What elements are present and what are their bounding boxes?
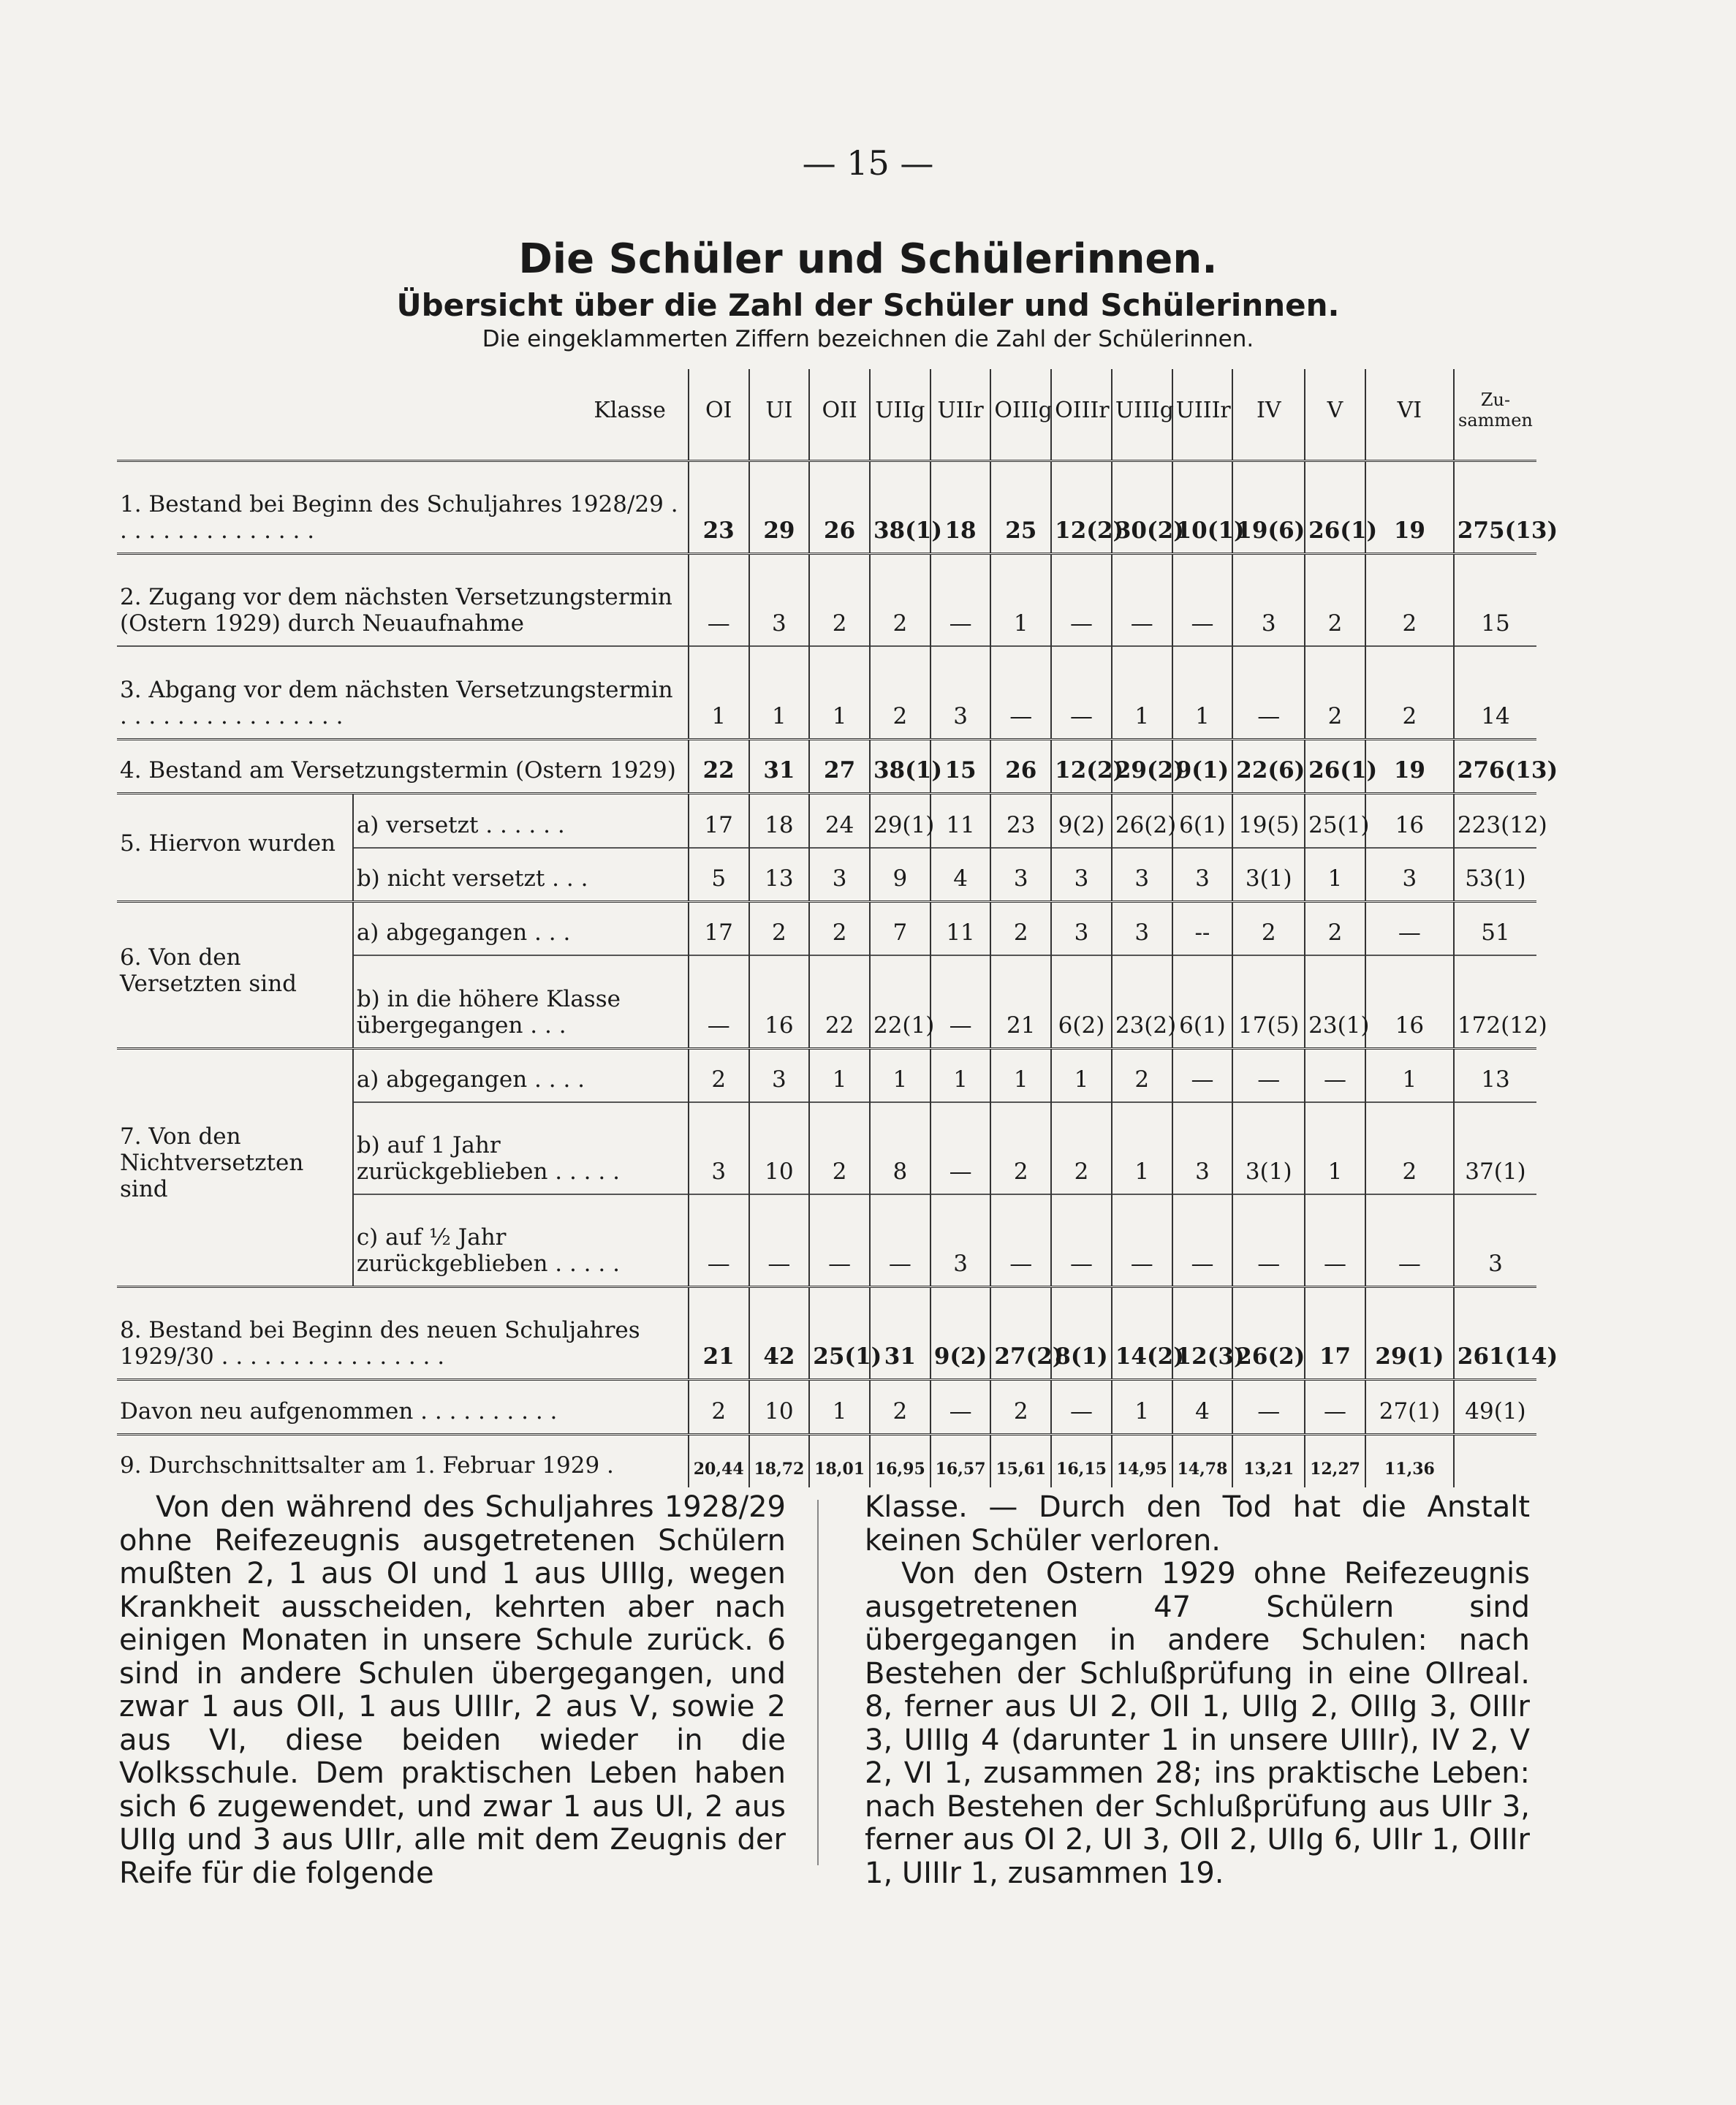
table-cell: 15 bbox=[930, 739, 991, 794]
table-cell: 3 bbox=[1172, 1102, 1233, 1194]
table-row bbox=[117, 1434, 1536, 1487]
table-cell: — bbox=[1051, 1380, 1112, 1435]
table-cell: 38(1) bbox=[870, 739, 930, 794]
table-cell: 16,57 bbox=[930, 1434, 991, 1487]
table-cell: 3 bbox=[749, 1048, 810, 1102]
row-label: b) nicht versetzt . . . bbox=[353, 848, 689, 902]
table-cell: 23 bbox=[689, 461, 749, 554]
table-cell: 23(1) bbox=[1305, 955, 1365, 1048]
table-cell: 37(1) bbox=[1454, 1102, 1536, 1194]
table-cell: 18,01 bbox=[809, 1434, 870, 1487]
table-cell: 1 bbox=[1112, 646, 1172, 739]
paragraph-right bbox=[865, 1491, 1530, 1890]
table-cell: 2 bbox=[990, 1102, 1051, 1194]
table-cell: 17(5) bbox=[1232, 955, 1305, 1048]
table-cell: 51 bbox=[1454, 902, 1536, 956]
table-cell: 2 bbox=[689, 1380, 749, 1435]
row-label: 8. Bestand bei Beginn des neuen Schuljahres 1929/30 . . . . . . . . . . . . . . . . bbox=[117, 1286, 689, 1379]
column-header: UIIIr bbox=[1172, 369, 1233, 461]
table-cell: — bbox=[990, 646, 1051, 739]
table-cell: 2 bbox=[870, 646, 930, 739]
table-cell: 2 bbox=[1305, 646, 1365, 739]
table-cell: 1 bbox=[930, 1048, 991, 1102]
table-cell: 49(1) bbox=[1454, 1380, 1536, 1435]
table-cell: 26(2) bbox=[1232, 1286, 1305, 1379]
table-cell: — bbox=[1051, 1194, 1112, 1287]
statistics-table bbox=[117, 369, 1558, 1487]
table-cell: 2 bbox=[1051, 1102, 1112, 1194]
table-cell: 26(1) bbox=[1305, 461, 1365, 554]
table-cell: 2 bbox=[870, 554, 930, 647]
table-cell: 11 bbox=[930, 902, 991, 956]
table-cell: 2 bbox=[1232, 902, 1305, 956]
table-row bbox=[117, 902, 1536, 956]
table-cell: 1 bbox=[809, 1380, 870, 1435]
row-label: a) abgegangen . . . bbox=[353, 902, 689, 956]
table-cell: 4 bbox=[930, 848, 991, 902]
table-cell: 27(1) bbox=[1365, 1380, 1454, 1435]
table-cell: 2 bbox=[809, 1102, 870, 1194]
row-label: Davon neu aufgenommen . . . . . . . . . . bbox=[117, 1380, 689, 1435]
table-cell: 3 bbox=[1051, 902, 1112, 956]
table-cell: — bbox=[1305, 1194, 1365, 1287]
table-cell: 18 bbox=[930, 461, 991, 554]
table-cell: — bbox=[1112, 554, 1172, 647]
table-cell: 16,95 bbox=[870, 1434, 930, 1487]
table-cell: — bbox=[1232, 1380, 1305, 1435]
row-label: a) versetzt . . . . . . bbox=[353, 794, 689, 848]
table-cell: 16 bbox=[749, 955, 810, 1048]
row-label: a) abgegangen . . . . bbox=[353, 1048, 689, 1102]
table-cell: 2 bbox=[990, 1380, 1051, 1435]
table-note: Die eingeklammerten Ziffern bezeichnen die Zahl der Schülerinnen. bbox=[482, 326, 1254, 352]
table-cell: 27 bbox=[809, 739, 870, 794]
table-cell: 1 bbox=[809, 646, 870, 739]
table-cell: 26(2) bbox=[1112, 794, 1172, 848]
table-cell: 1 bbox=[990, 554, 1051, 647]
table-cell: 1 bbox=[1112, 1102, 1172, 1194]
page-title: Die Schüler und Schülerinnen. bbox=[518, 235, 1218, 283]
table-cell: 24 bbox=[809, 794, 870, 848]
table-cell: 17 bbox=[689, 794, 749, 848]
table-cell: — bbox=[689, 554, 749, 647]
table-cell: 14 bbox=[1454, 646, 1536, 739]
table-cell: 2 bbox=[870, 1380, 930, 1435]
table-cell: 2 bbox=[1305, 902, 1365, 956]
table-cell: 3 bbox=[1051, 848, 1112, 902]
header-label: Klasse bbox=[594, 397, 666, 423]
column-header: V bbox=[1305, 369, 1365, 461]
column-header: OIIIg bbox=[990, 369, 1051, 461]
row-group-label: 7. Von den Nichtversetzten sind bbox=[117, 1048, 353, 1286]
table-cell: — bbox=[1232, 646, 1305, 739]
row-label: b) in die höhere Klasse übergegangen . . . bbox=[353, 955, 689, 1048]
table-cell: 3 bbox=[930, 646, 991, 739]
column-header: OI bbox=[689, 369, 749, 461]
column-header: OIIIr bbox=[1051, 369, 1112, 461]
table-cell: 26(1) bbox=[1305, 739, 1365, 794]
table-cell: — bbox=[689, 955, 749, 1048]
table-cell: 11 bbox=[930, 794, 991, 848]
table-cell: 14(2) bbox=[1112, 1286, 1172, 1379]
table-header-row bbox=[117, 369, 1536, 461]
table-cell: 1 bbox=[1051, 1048, 1112, 1102]
table-cell: 11,36 bbox=[1365, 1434, 1454, 1487]
row-label: 4. Bestand am Versetzungstermin (Ostern 1929) bbox=[117, 739, 689, 794]
table-cell: 3(1) bbox=[1232, 848, 1305, 902]
table-cell: 27(2) bbox=[990, 1286, 1051, 1379]
table-cell: 16 bbox=[1365, 794, 1454, 848]
column-header: UIIg bbox=[870, 369, 930, 461]
table-cell: 42 bbox=[749, 1286, 810, 1379]
table-cell: — bbox=[930, 554, 991, 647]
table-cell: 12,27 bbox=[1305, 1434, 1365, 1487]
table-cell: 29(1) bbox=[870, 794, 930, 848]
table-cell: 22(6) bbox=[1232, 739, 1305, 794]
table-cell: 23 bbox=[990, 794, 1051, 848]
table-cell: 223(12) bbox=[1454, 794, 1536, 848]
table-cell: 9(1) bbox=[1172, 739, 1233, 794]
table-cell: 6(1) bbox=[1172, 794, 1233, 848]
table-row bbox=[117, 1048, 1536, 1102]
table-cell: — bbox=[1172, 1194, 1233, 1287]
table-cell: 1 bbox=[1305, 1102, 1365, 1194]
column-header: Zu-sammen bbox=[1454, 369, 1536, 461]
page-number: — 15 — bbox=[802, 143, 934, 183]
table-cell: 3 bbox=[1172, 848, 1233, 902]
table-cell: 2 bbox=[809, 902, 870, 956]
table-cell: — bbox=[930, 955, 991, 1048]
table-cell: 20,44 bbox=[689, 1434, 749, 1487]
table-cell: 4 bbox=[1172, 1380, 1233, 1435]
table-cell: — bbox=[1232, 1194, 1305, 1287]
table-cell: -- bbox=[1172, 902, 1233, 956]
table-cell: 31 bbox=[749, 739, 810, 794]
table-cell: 275(13) bbox=[1454, 461, 1536, 554]
table-cell: — bbox=[1051, 646, 1112, 739]
table-cell: 3 bbox=[930, 1194, 991, 1287]
table-cell: 3(1) bbox=[1232, 1102, 1305, 1194]
table-row bbox=[117, 646, 1536, 739]
table-cell: 13 bbox=[749, 848, 810, 902]
table-cell: 3 bbox=[809, 848, 870, 902]
table-cell: — bbox=[1172, 1048, 1233, 1102]
table-cell: 1 bbox=[1365, 1048, 1454, 1102]
table-cell: — bbox=[1305, 1048, 1365, 1102]
column-header: VI bbox=[1365, 369, 1454, 461]
table-cell: 7 bbox=[870, 902, 930, 956]
paragraph-left bbox=[119, 1491, 786, 1890]
table-cell: 1 bbox=[809, 1048, 870, 1102]
table-cell: 6(1) bbox=[1172, 955, 1233, 1048]
table-cell: 2 bbox=[1365, 1102, 1454, 1194]
table-cell: — bbox=[809, 1194, 870, 1287]
table-row bbox=[117, 739, 1536, 794]
row-group-label: 5. Hiervon wurden bbox=[117, 794, 353, 902]
table-cell: 3 bbox=[749, 554, 810, 647]
table-cell: 12(3) bbox=[1172, 1286, 1233, 1379]
table-cell: 2 bbox=[1365, 646, 1454, 739]
table-cell: 2 bbox=[809, 554, 870, 647]
table-cell: 25 bbox=[990, 461, 1051, 554]
table-cell: 3 bbox=[990, 848, 1051, 902]
table-cell: — bbox=[1172, 554, 1233, 647]
table-cell: 38(1) bbox=[870, 461, 930, 554]
table-cell: 14,95 bbox=[1112, 1434, 1172, 1487]
table-cell: 23(2) bbox=[1112, 955, 1172, 1048]
column-header: IV bbox=[1232, 369, 1305, 461]
table-cell: 16 bbox=[1365, 955, 1454, 1048]
table-cell: 2 bbox=[990, 902, 1051, 956]
column-header: OII bbox=[809, 369, 870, 461]
table-cell: 1 bbox=[990, 1048, 1051, 1102]
paragraph-left-text: Von den während des Schuljahres 1928/29 ohne Reifezeugnis ausgetretenen Schülern mußten 2, 1 aus OI und 1 aus UIIIg, wegen Krankheit ausscheiden, kehrten aber nach einigen Monaten in unsere Schule zurück. 6 sind in andere Schulen übergegangen, und zwar 1 aus OII, 1 aus UIIIr, 2 aus V, sowie 2 aus VI, diese beiden wieder in die Volksschule. Dem praktischen Leben haben sich 6 zugewendet, und zwar 1 aus UI, 2 aus UIIg und 3 aus UIIr, alle mit dem Zeugnis der Reife für die folgende bbox=[119, 1490, 786, 1890]
table-cell: 22(1) bbox=[870, 955, 930, 1048]
table-cell: 10 bbox=[749, 1380, 810, 1435]
table-cell: 12(2) bbox=[1051, 461, 1112, 554]
table-cell: — bbox=[1365, 902, 1454, 956]
table-cell: 16,15 bbox=[1051, 1434, 1112, 1487]
row-label: b) auf 1 Jahr zurückgeblieben . . . . . bbox=[353, 1102, 689, 1194]
table-cell: 9 bbox=[870, 848, 930, 902]
table-cell: 19(5) bbox=[1232, 794, 1305, 848]
table-cell: — bbox=[1305, 1380, 1365, 1435]
table-cell: 3 bbox=[689, 1102, 749, 1194]
table-cell: 29 bbox=[749, 461, 810, 554]
table-cell: 26 bbox=[990, 739, 1051, 794]
table-cell: 21 bbox=[689, 1286, 749, 1379]
column-header: UI bbox=[749, 369, 810, 461]
table-cell: — bbox=[689, 1194, 749, 1287]
table-cell bbox=[1454, 1434, 1536, 1487]
row-group-label: 6. Von den Versetzten sind bbox=[117, 902, 353, 1049]
table-cell: 276(13) bbox=[1454, 739, 1536, 794]
column-header: UIIr bbox=[930, 369, 991, 461]
row-label: c) auf ½ Jahr zurückgeblieben . . . . . bbox=[353, 1194, 689, 1287]
table-cell: 30(2) bbox=[1112, 461, 1172, 554]
table-cell: — bbox=[990, 1194, 1051, 1287]
table-cell: — bbox=[749, 1194, 810, 1287]
table-cell: 8(1) bbox=[1051, 1286, 1112, 1379]
table-cell: 172(12) bbox=[1454, 955, 1536, 1048]
table-cell: — bbox=[1112, 1194, 1172, 1287]
table-cell: 25(1) bbox=[809, 1286, 870, 1379]
table-cell: 1 bbox=[1305, 848, 1365, 902]
table-cell: 15 bbox=[1454, 554, 1536, 647]
table-cell: 1 bbox=[689, 646, 749, 739]
table-cell: — bbox=[1232, 1048, 1305, 1102]
table-cell: 22 bbox=[689, 739, 749, 794]
table-cell: 15,61 bbox=[990, 1434, 1051, 1487]
row-label: 3. Abgang vor dem nächsten Versetzungstermin . . . . . . . . . . . . . . . . bbox=[117, 646, 689, 739]
table-cell: 5 bbox=[689, 848, 749, 902]
row-label: 2. Zugang vor dem nächsten Versetzungstermin (Ostern 1929) durch Neuaufnahme bbox=[117, 554, 689, 647]
table-cell: 3 bbox=[1232, 554, 1305, 647]
table-cell: 261(14) bbox=[1454, 1286, 1536, 1379]
table-cell: 17 bbox=[1305, 1286, 1365, 1379]
table-cell: 2 bbox=[749, 902, 810, 956]
table-cell: 25(1) bbox=[1305, 794, 1365, 848]
table-cell: 3 bbox=[1365, 848, 1454, 902]
table-cell: 14,78 bbox=[1172, 1434, 1233, 1487]
table-cell: — bbox=[930, 1380, 991, 1435]
table-cell: 1 bbox=[749, 646, 810, 739]
table-cell: 12(2) bbox=[1051, 739, 1112, 794]
table-cell: 3 bbox=[1112, 848, 1172, 902]
table-cell: 10 bbox=[749, 1102, 810, 1194]
table-cell: 3 bbox=[1112, 902, 1172, 956]
table-cell: 3 bbox=[1454, 1194, 1536, 1287]
column-divider bbox=[817, 1500, 819, 1865]
table-cell: — bbox=[930, 1102, 991, 1194]
paragraph-right-text-1: Klasse. — Durch den Tod hat die Anstalt keinen Schüler verloren. bbox=[865, 1490, 1530, 1558]
table-cell: 19 bbox=[1365, 739, 1454, 794]
table-cell: 2 bbox=[1112, 1048, 1172, 1102]
table-cell: 1 bbox=[1172, 646, 1233, 739]
table-cell: 1 bbox=[870, 1048, 930, 1102]
table-row bbox=[117, 1380, 1536, 1435]
column-header: UIIIg bbox=[1112, 369, 1172, 461]
table-cell: 17 bbox=[689, 902, 749, 956]
table-cell: 1 bbox=[1112, 1380, 1172, 1435]
table-cell: — bbox=[870, 1194, 930, 1287]
table-cell: — bbox=[1051, 554, 1112, 647]
table-cell: 9(2) bbox=[930, 1286, 991, 1379]
row-label: 9. Durchschnittsalter am 1. Februar 1929 . bbox=[117, 1434, 689, 1487]
paragraph-right-text-2: Von den Ostern 1929 ohne Reifezeugnis ausgetretenen 47 Schülern sind übergegangen in andere Schulen: nach Bestehen der Schlußprüfung in eine OIIreal. 8, ferner aus UI 2, OII 1, UIIg 2, OIIIg 3, OIIIr 3, UIIIg 4 (darunter 1 in unsere UIIIr), IV 2, V 2, VI 1, zusammen 28; ins praktische Leben: nach Bestehen der Schlußprüfung aus UIIr 3, ferner aus OI 2, UI 3, OII 2, UIIg 6, UIIr 1, OIIIr 1, UIIIr 1, zusammen 19. bbox=[865, 1557, 1530, 1890]
table-cell: 2 bbox=[1305, 554, 1365, 647]
table-row bbox=[117, 461, 1536, 554]
table-cell: 26 bbox=[809, 461, 870, 554]
table-cell: 22 bbox=[809, 955, 870, 1048]
table-row bbox=[117, 1286, 1536, 1379]
table-cell: 19 bbox=[1365, 461, 1454, 554]
table-cell: 18,72 bbox=[749, 1434, 810, 1487]
row-label: 1. Bestand bei Beginn des Schuljahres 1928/29 . . . . . . . . . . . . . . . bbox=[117, 461, 689, 554]
table-cell: 29(1) bbox=[1365, 1286, 1454, 1379]
table-row bbox=[117, 554, 1536, 647]
table-row bbox=[117, 794, 1536, 848]
table-cell: 19(6) bbox=[1232, 461, 1305, 554]
table-cell: 31 bbox=[870, 1286, 930, 1379]
table-cell: 10(1) bbox=[1172, 461, 1233, 554]
table-cell: 2 bbox=[689, 1048, 749, 1102]
table-cell: 29(2) bbox=[1112, 739, 1172, 794]
table-cell: 9(2) bbox=[1051, 794, 1112, 848]
table-cell: 53(1) bbox=[1454, 848, 1536, 902]
table-cell: 6(2) bbox=[1051, 955, 1112, 1048]
page-subtitle: Übersicht über die Zahl der Schüler und Schülerinnen. bbox=[396, 287, 1340, 323]
table-cell: — bbox=[1365, 1194, 1454, 1287]
table-cell: 8 bbox=[870, 1102, 930, 1194]
table-cell: 13 bbox=[1454, 1048, 1536, 1102]
table-cell: 13,21 bbox=[1232, 1434, 1305, 1487]
table-cell: 2 bbox=[1365, 554, 1454, 647]
table-cell: 21 bbox=[990, 955, 1051, 1048]
table-cell: 18 bbox=[749, 794, 810, 848]
